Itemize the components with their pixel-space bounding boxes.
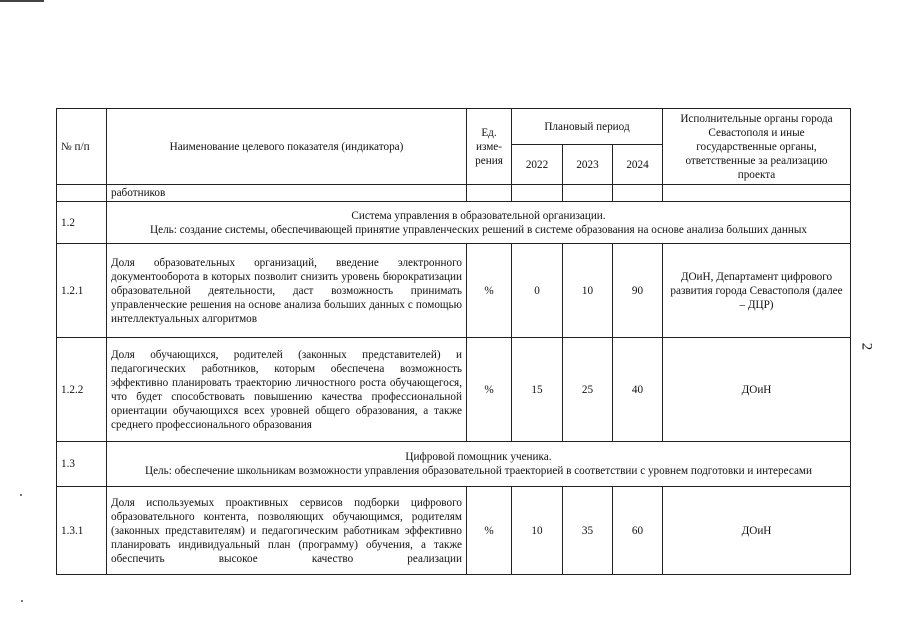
value-2022: 10 <box>512 487 563 575</box>
value-2024: 60 <box>613 487 663 575</box>
value-2024: 90 <box>613 244 663 338</box>
header-unit: Ед. изме-рения <box>467 109 512 185</box>
header-executors: Исполнительные органы города Севастополя и иные государственные органы, ответственные за реализацию проекта <box>663 109 851 185</box>
table-row <box>57 244 851 338</box>
executor-cell: ДОиН <box>663 338 851 442</box>
header-row <box>57 109 851 145</box>
scan-speck <box>20 494 22 496</box>
continuation-text: работников <box>107 185 467 202</box>
section-row <box>57 442 851 487</box>
section-title: Система управления в образовательной организации. <box>351 209 606 222</box>
value-2022: 0 <box>512 244 563 338</box>
header-indicator-name: Наименование целевого показателя (индикатора) <box>107 109 467 185</box>
unit-cell: % <box>467 244 512 338</box>
value-2023: 10 <box>563 244 613 338</box>
executor-cell: ДОиН <box>663 487 851 575</box>
header-planned-period: Плановый период <box>512 109 663 145</box>
section-number: 1.3 <box>57 442 107 487</box>
value-2024: 40 <box>613 338 663 442</box>
table-cell <box>467 185 512 202</box>
table-row <box>57 338 851 442</box>
section-goal: Цель: обеспечение школьникам возможности управления образовательной траекторией в соответствии с уровнем подготовки и интересами <box>145 465 812 477</box>
indicator-name: Доля используемых проактивных сервисов подборки цифрового образовательного контента, позволяющих обучающимся, родителям (законных представителям) и педагогическим работникам эффективно планировать индивидуальный план (программу) обучения, а также обеспечить высокое качество реализации <box>107 487 467 575</box>
page-number: 2 <box>858 342 875 351</box>
executor-cell: ДОиН, Департамент цифрового развития города Севастополя (далее – ДЦР) <box>663 244 851 338</box>
section-title: Цифровой помощник ученика. <box>405 451 552 463</box>
section-goal: Цель: создание системы, обеспечивающей принятие управленческих решений в системе образования на основе анализа больших данных <box>150 223 807 236</box>
indicator-name: Доля образовательных организаций, введение электронного документооборота в которых позволит снизить уровень бюрократизации образовательной деятельности, даст возможность принимать управленческие решения на основе анализа больших данных с помощью интеллектуальных алгоритмов <box>107 244 467 338</box>
table-cell <box>512 185 563 202</box>
table-cell <box>563 185 613 202</box>
value-2023: 35 <box>563 487 613 575</box>
scan-speck <box>21 600 23 602</box>
header-year: 2023 <box>563 145 613 185</box>
table-row <box>57 487 851 575</box>
section-row <box>57 202 851 244</box>
unit-cell: % <box>467 338 512 442</box>
table-cell <box>663 185 851 202</box>
continuation-row <box>57 185 851 202</box>
top-rule <box>0 0 44 2</box>
row-number: 1.3.1 <box>57 487 107 575</box>
header-number: № п/п <box>57 109 107 185</box>
row-number: 1.2.2 <box>57 338 107 442</box>
table-cell <box>613 185 663 202</box>
section-number: 1.2 <box>57 202 107 244</box>
section-heading <box>107 202 851 244</box>
value-2022: 15 <box>512 338 563 442</box>
section-heading <box>107 442 851 487</box>
indicators-table <box>56 108 851 575</box>
value-2023: 25 <box>563 338 613 442</box>
unit-cell: % <box>467 487 512 575</box>
header-year: 2022 <box>512 145 563 185</box>
header-year: 2024 <box>613 145 663 185</box>
row-number: 1.2.1 <box>57 244 107 338</box>
table-cell <box>57 185 107 202</box>
indicator-name: Доля обучающихся, родителей (законных представителей) и педагогических работников, которым обеспечена возможность эффективно планировать траекторию личностного роста обучающегося, что будет способствовать повышению качества профессиональной ориентации обучающихся всех уровней общего образования, а также среднего профессионального образования <box>107 338 467 442</box>
